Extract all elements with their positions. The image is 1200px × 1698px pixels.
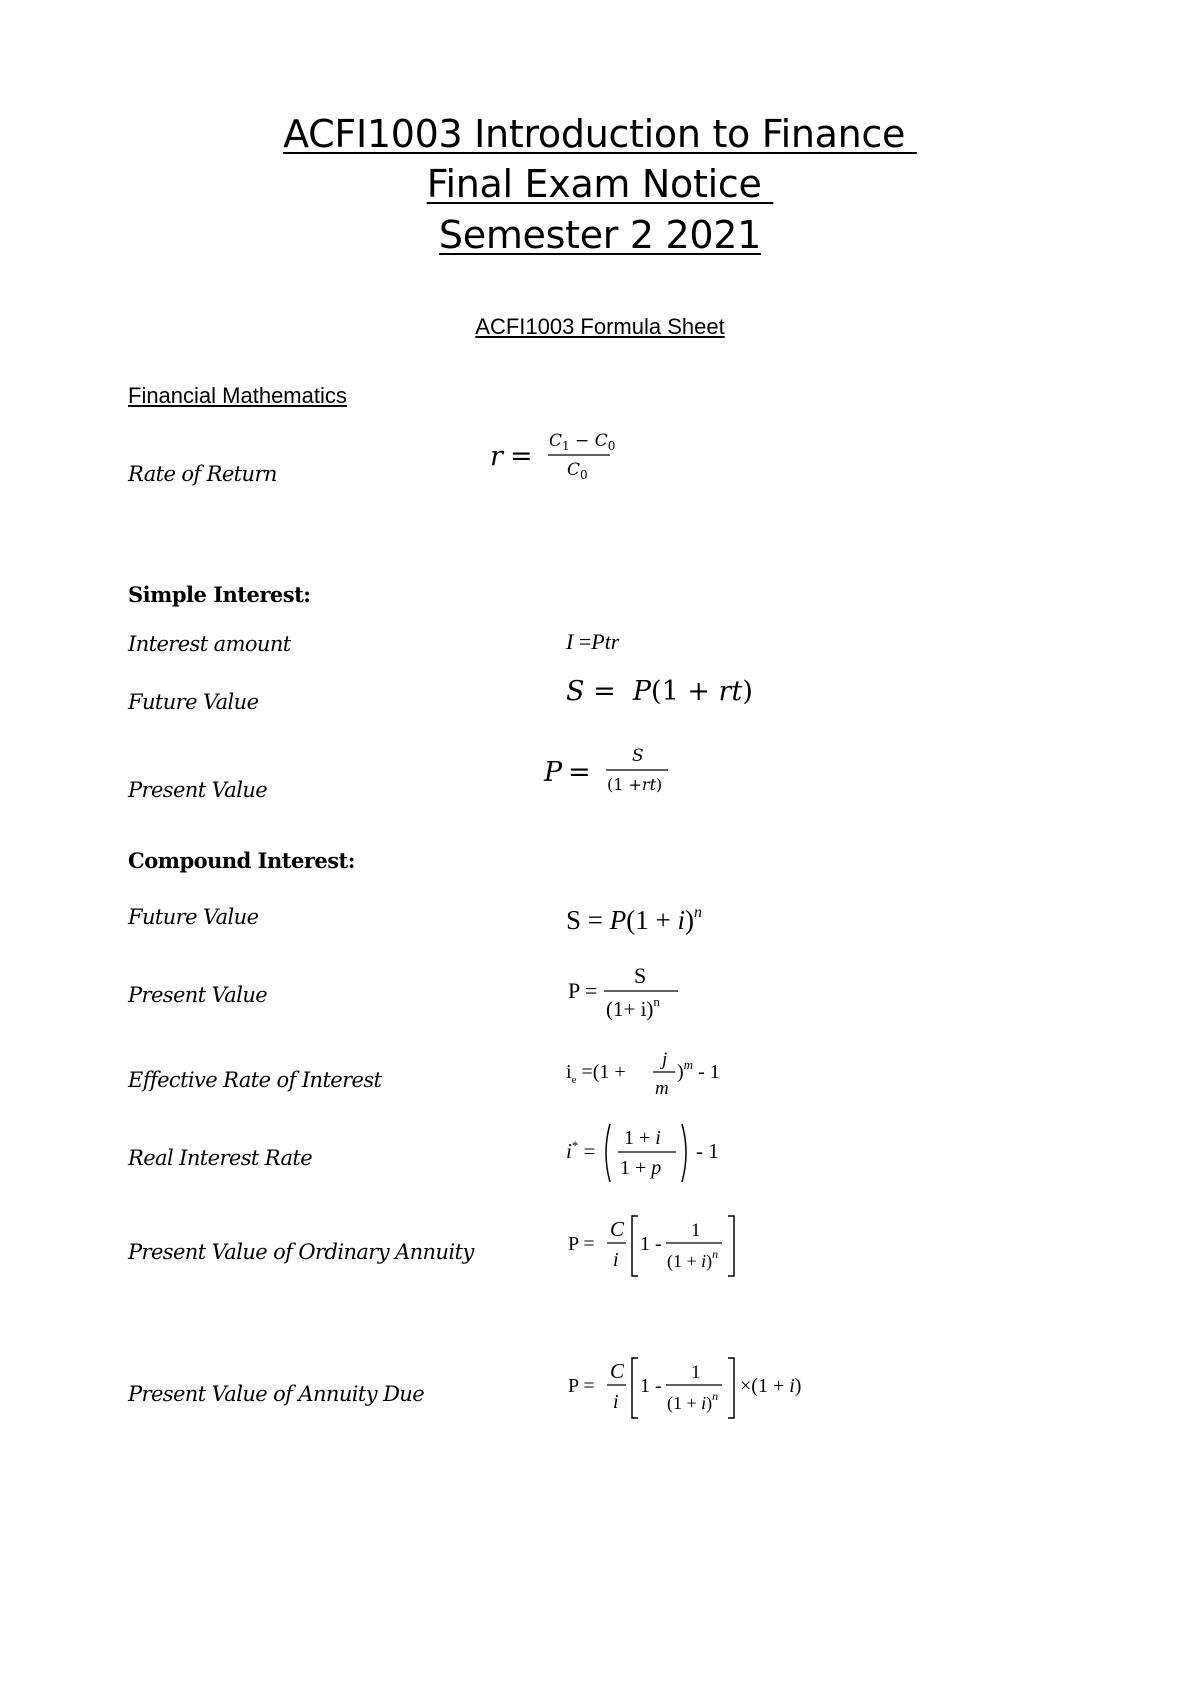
rr-right-paren <box>682 1124 686 1182</box>
formula-pv-annuity-due <box>566 1352 836 1433</box>
ad-times-term: ×(1 + i) <box>740 1375 802 1397</box>
formula-simple-future-value: S = P(1 + rt) <box>566 676 753 707</box>
ror-lhs: r <box>490 441 503 472</box>
oa-left-bracket <box>632 1216 638 1276</box>
er-j: j <box>662 1049 668 1070</box>
label-effective-rate: Effective Rate of Interest <box>128 1068 382 1092</box>
oa-c: C <box>610 1217 625 1241</box>
label-simple-present-value: Present Value <box>128 778 268 802</box>
er-rest: )$^m$ - 1 <box>677 1057 720 1083</box>
formula-real-interest-rate <box>566 1118 746 1199</box>
section-financial-mathematics: Financial Mathematics <box>128 383 347 408</box>
simple-pv-svg <box>542 742 682 812</box>
formula-interest-amount: I =Ptr <box>566 629 620 654</box>
formula-compound-future-value <box>566 895 706 944</box>
cfv-text: $S = P(1 + i)^n$ <box>566 904 702 935</box>
compound-pv-svg <box>566 960 706 1030</box>
formula-sheet-heading: ACFI1003 Formula Sheet <box>475 314 725 339</box>
ad-one-minus: 1 - <box>640 1375 662 1397</box>
oa-right-bracket <box>728 1216 734 1276</box>
document-title-line-2: Final Exam Notice <box>426 162 774 206</box>
spv-equals: = <box>568 757 591 788</box>
document-title-line-1: ACFI1003 Introduction to Finance <box>283 112 917 156</box>
formula-pv-ordinary-annuity <box>566 1210 766 1291</box>
ad-right-bracket <box>728 1358 734 1418</box>
label-real-interest-rate: Real Interest Rate <box>128 1146 313 1170</box>
formula-compound-present-value <box>566 960 706 1035</box>
compound-fv-svg <box>566 895 706 939</box>
ad-c: C <box>610 1359 625 1383</box>
cpv-numerator: S <box>634 963 647 988</box>
ad-numerator: 1 <box>691 1362 701 1383</box>
oa-lhs: P = <box>568 1233 595 1255</box>
label-pv-annuity-due: Present Value of Annuity Due <box>128 1382 425 1406</box>
pv-annuity-due-svg <box>566 1352 836 1428</box>
rr-lhs: i* = <box>566 1138 596 1163</box>
spv-numerator: S <box>632 746 644 766</box>
er-m: m <box>655 1078 669 1099</box>
label-compound-present-value: Present Value <box>128 983 268 1007</box>
formula-rate-of-return <box>488 428 628 503</box>
rate-of-return-svg <box>488 428 628 498</box>
ror-numerator: $C_1 - C_0$ <box>549 431 616 453</box>
ad-denominator: $(1 + i)^n$ <box>667 1389 719 1413</box>
document-title-line-3: Semester 2 2021 <box>438 213 762 257</box>
ror-denominator: $C_0$ <box>567 460 588 482</box>
section-simple-interest: Simple Interest: <box>128 582 311 607</box>
cpv-lhs: P = <box>568 978 598 1003</box>
rr-left-paren <box>606 1124 610 1182</box>
rr-numerator: 1 + i <box>624 1127 661 1149</box>
ad-left-bracket <box>632 1358 638 1418</box>
er-lhs: $i_e =(1$ + <box>566 1061 626 1086</box>
ia-text: I <box>566 629 574 654</box>
oa-i: i <box>613 1249 619 1271</box>
ror-equals: = <box>510 441 533 472</box>
label-rate-of-return: Rate of Return <box>128 462 277 486</box>
section-compound-interest: Compound Interest: <box>128 848 356 873</box>
pv-ordinary-annuity-svg <box>566 1210 766 1286</box>
oa-one-minus: 1 - <box>640 1233 662 1255</box>
formula-simple-present-value <box>542 742 682 817</box>
formula-effective-rate <box>566 1038 746 1113</box>
label-interest-amount: Interest amount <box>128 632 291 656</box>
label-simple-future-value: Future Value <box>128 690 259 714</box>
ad-lhs: P = <box>568 1375 595 1397</box>
rr-denominator: 1 + p <box>620 1157 662 1179</box>
label-compound-future-value: Future Value <box>128 905 259 929</box>
real-rate-svg <box>566 1118 746 1194</box>
label-pv-ordinary-annuity: Present Value of Ordinary Annuity <box>128 1240 474 1264</box>
rr-minus-one: - 1 <box>696 1139 719 1163</box>
cpv-denominator: $(1+ i)^n$ <box>606 994 660 1021</box>
spv-denominator: (1 +rt) <box>607 775 663 794</box>
spv-lhs: P <box>544 757 563 788</box>
oa-numerator: 1 <box>691 1220 701 1241</box>
oa-denominator: $(1 + i)^n$ <box>667 1247 719 1271</box>
ad-i: i <box>613 1391 619 1413</box>
effective-rate-svg <box>566 1038 746 1108</box>
